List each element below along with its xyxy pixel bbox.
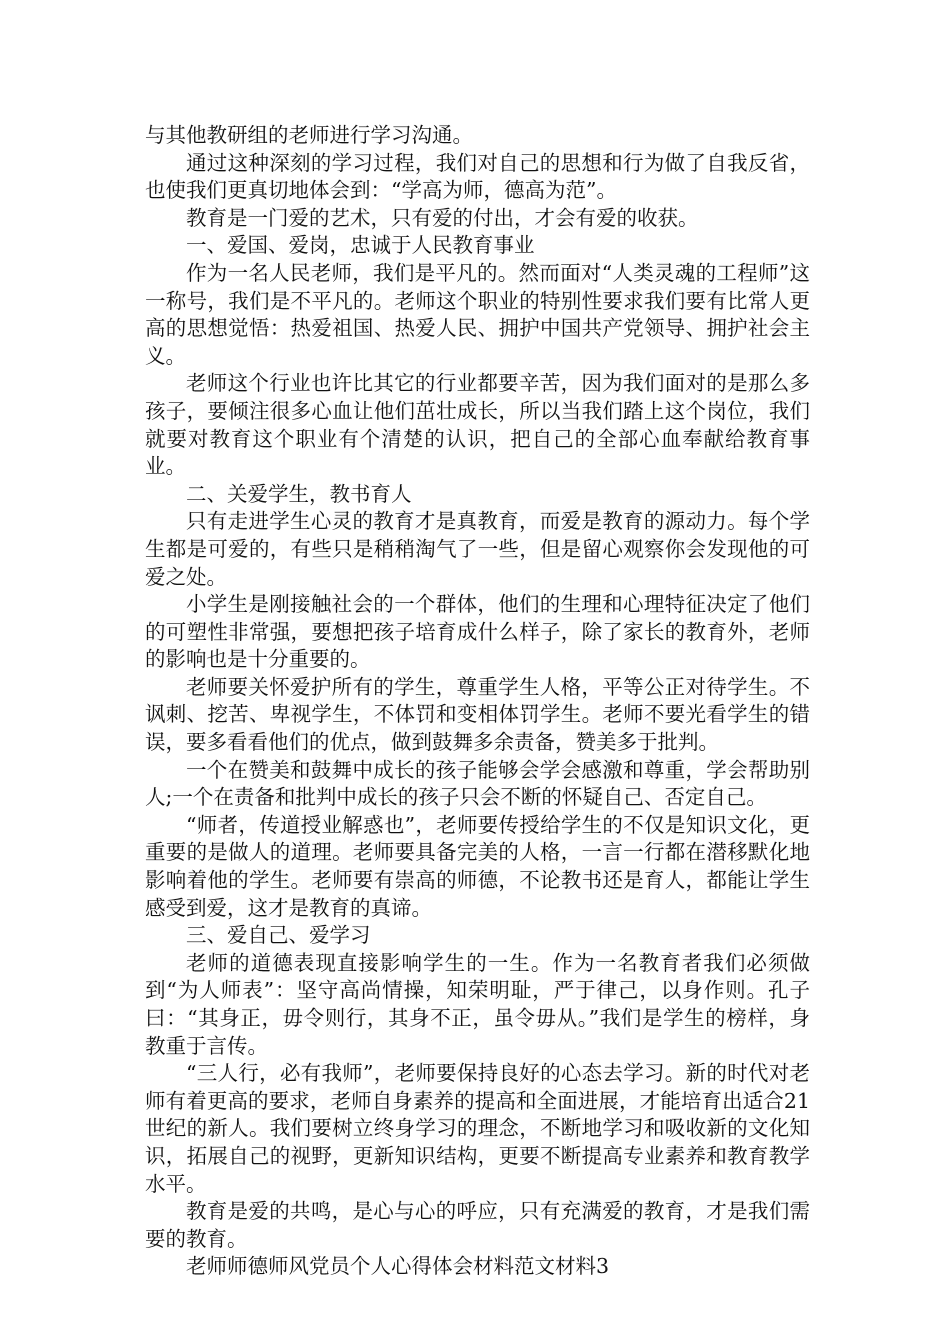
paragraph-7: 二、关爱学生，教书育人 xyxy=(186,481,412,506)
paragraph-13: 三、爱自己、爱学习 xyxy=(186,923,371,948)
paragraph-6: 老师这个行业也许比其它的行业都要辛苦，因为我们面对的是那么多孩子，要倾注很多心血让他们茁壮成长，所以当我们踏上这个岗位，我们就要对教育这个职业有个清楚的认识，把自己的全部心血奉献给教育事业。 xyxy=(145,371,810,479)
paragraph-11: 一个在赞美和鼓舞中成长的孩子能够会学会感激和尊重，学会帮助别人;一个在责备和批判中成长的孩子只会不断的怀疑自己、否定自己。 xyxy=(145,757,810,810)
paragraph-9: 小学生是刚接触社会的一个群体，他们的生理和心理特征决定了他们的可塑性非常强，要想把孩子培育成什么样子，除了家长的教育外，老师的影响也是十分重要的。 xyxy=(145,592,810,672)
paragraph-16: 教育是爱的共鸣，是心与心的呼应，只有充满爱的教育，才是我们需要的教育。 xyxy=(145,1199,810,1251)
paragraph-14: 老师的道德表现直接影响学生的一生。作为一名教育者我们必须做到“为人师表”：坚守高尚情操，知荣明耻，严于律己，以身作则。孔子曰：“其身正，毋令则行，其身不正，虽令毋从。”我们是学生的榜样，身教重于言传。 xyxy=(145,950,810,1058)
paragraph-3: 教育是一门爱的艺术，只有爱的付出，才会有爱的收获。 xyxy=(186,205,699,230)
paragraph-12: “师者，传道授业解惑也”，老师要传授给学生的不仅是知识文化，更重要的是做人的道理。老师要具备完美的人格，一言一行都在潜移默化地影响着他的学生。老师要有崇高的师德，不论教书还是育人，都能让学生感受到爱，这才是教育的真谛。 xyxy=(145,812,810,920)
paragraph-1: 与其他教研组的老师进行学习沟通。 xyxy=(145,123,473,147)
paragraph-4: 一、爱国、爱岗，忠诚于人民教育事业 xyxy=(186,233,535,258)
paragraph-15: “三人行，必有我师”，老师要保持良好的心态去学习。新的时代对老师有着更高的要求，老师自身素养的提高和全面进展，才能培育出适合21世纪的新人。我们要树立终身学习的理念，不断地学习和吸收新的文化知识，拓展自己的视野，更新知识结构，更要不断提高专业素养和教育教学水平。 xyxy=(145,1061,810,1196)
paragraph-17: 老师师德师风党员个人心得体会材料范文材料3 xyxy=(186,1254,610,1279)
paragraph-5: 作为一名人民老师，我们是平凡的。然而面对“人类灵魂的工程师”这一称号，我们是不平凡的。老师这个职业的特别性要求我们要有比常人更高的思想觉悟：热爱祖国、热爱人民、拥护中国共产党领导、拥护社会主义。 xyxy=(145,260,810,368)
paragraph-10: 老师要关怀爱护所有的学生，尊重学生人格，平等公正对待学生。不讽刺、挖苦、卑视学生，不体罚和变相体罚学生。老师不要光看学生的错误，要多看看他们的优点，做到鼓舞多余责备，赞美多于批判。 xyxy=(145,674,810,755)
document-body xyxy=(145,122,810,1281)
paragraph-8: 只有走进学生心灵的教育才是真教育，而爱是教育的源动力。每个学生都是可爱的，有些只是稍稍淘气了一些，但是留心观察你会发现他的可爱之处。 xyxy=(145,509,810,589)
paragraph-2: 通过这种深刻的学习过程，我们对自己的思想和行为做了自我反省，也使我们更真切地体会到：“学高为师，德高为范”。 xyxy=(145,150,810,203)
